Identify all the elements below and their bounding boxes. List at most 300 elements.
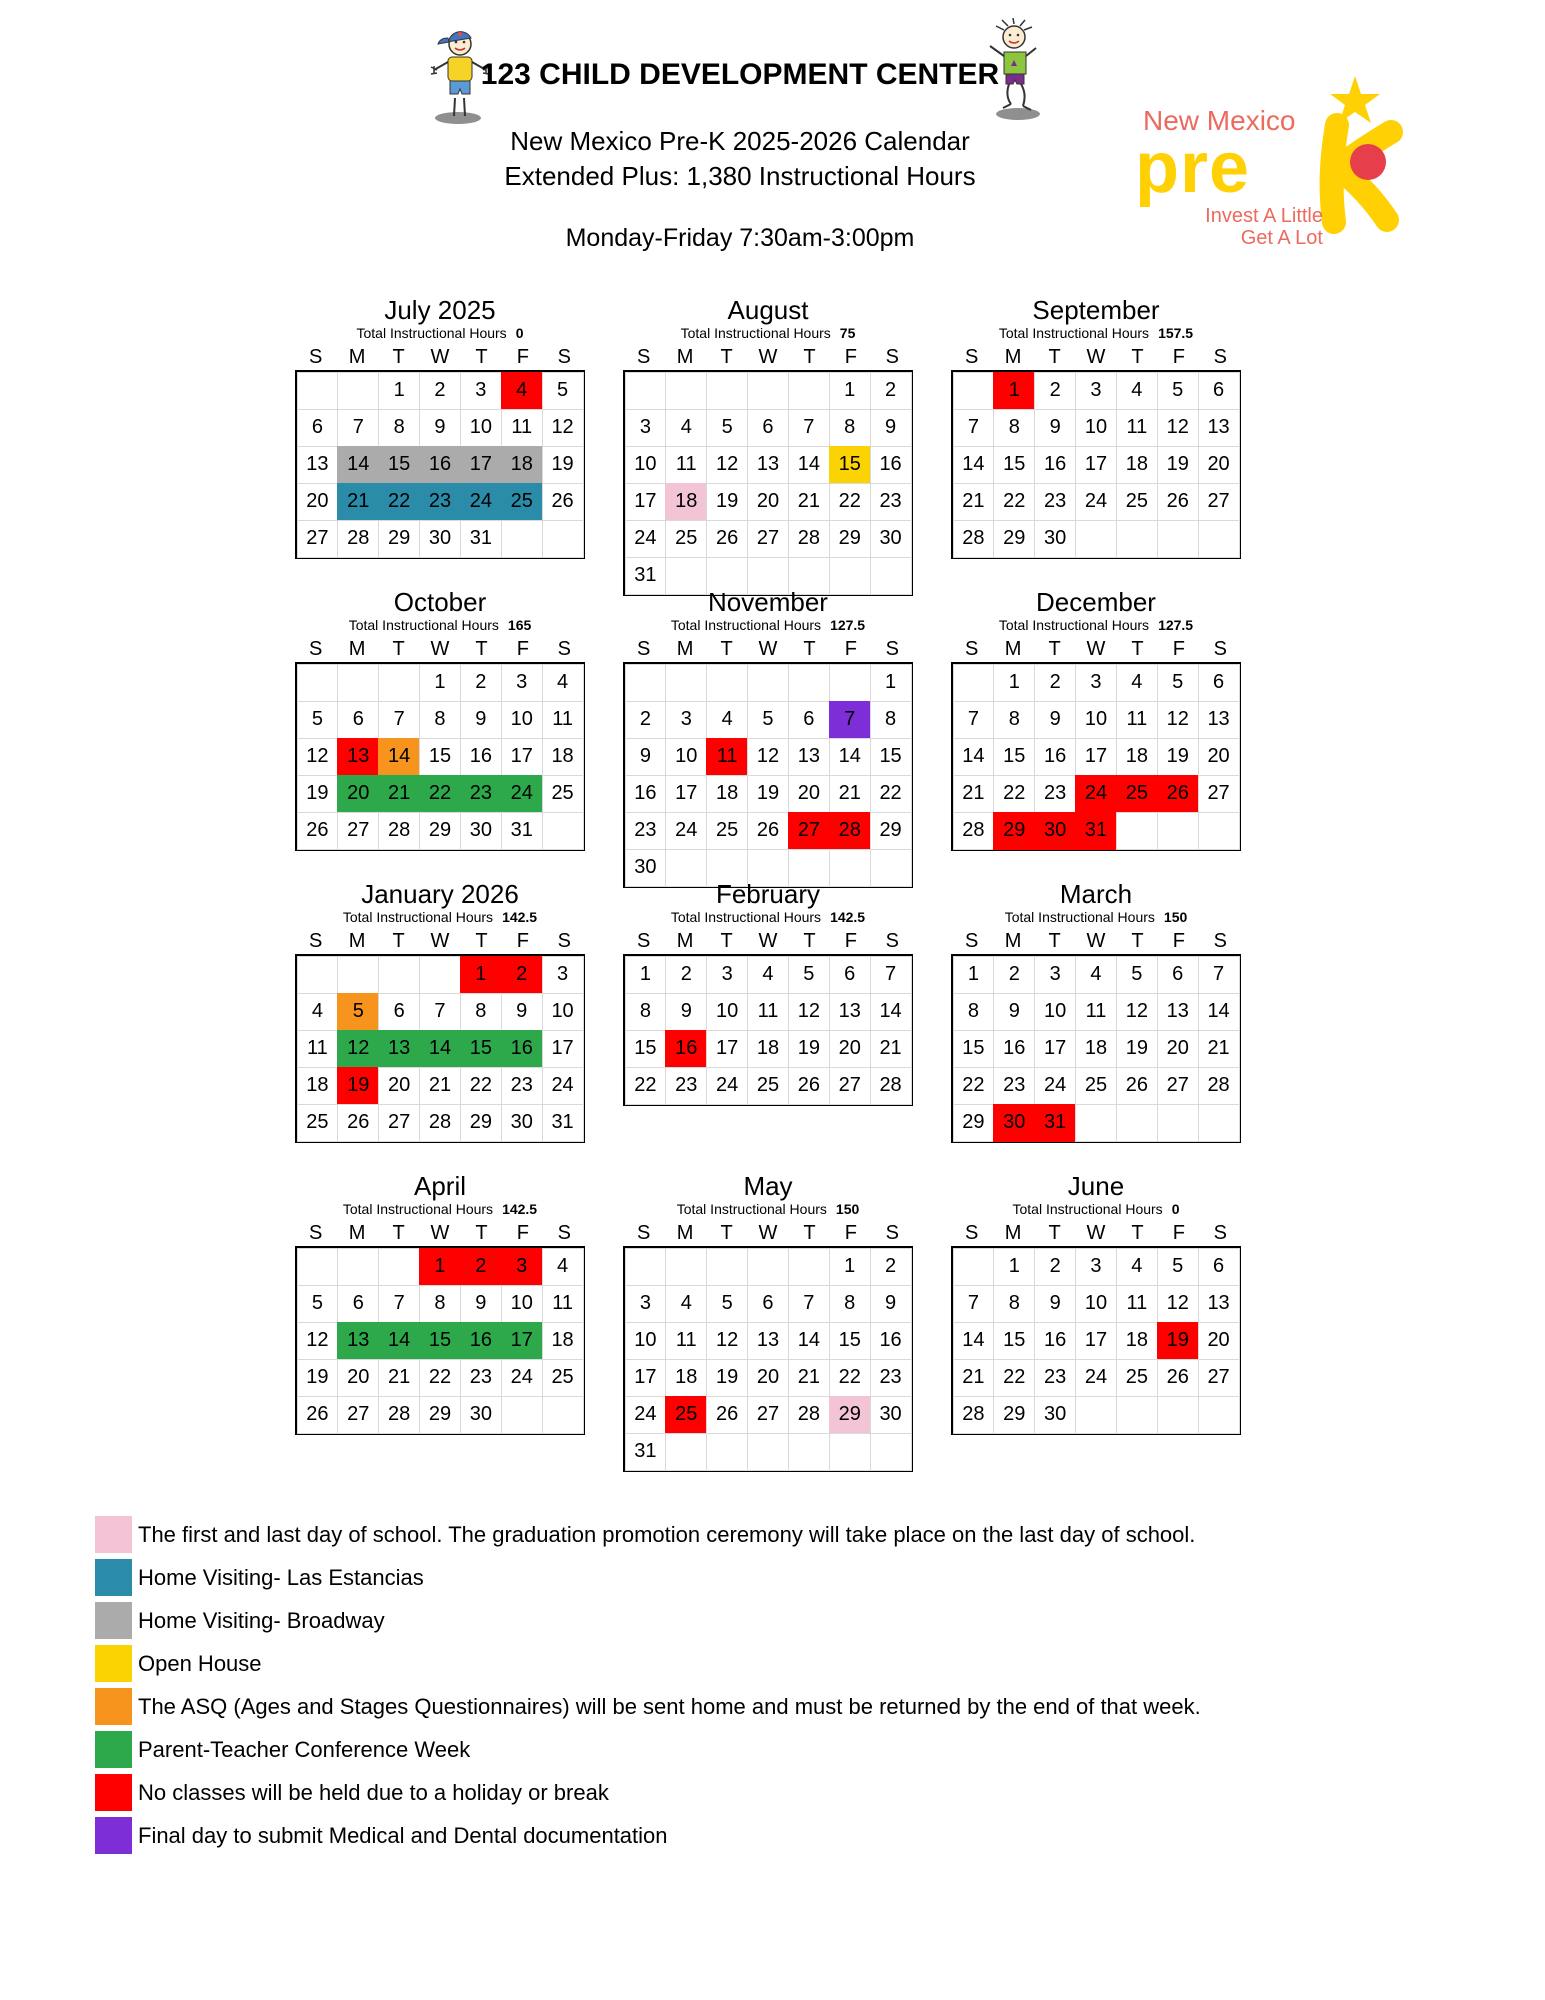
weekday-label: S <box>885 930 899 952</box>
day-cell: 11 <box>665 1322 707 1360</box>
empty-cell <box>665 1433 707 1471</box>
weekday-label: T <box>1048 638 1061 660</box>
day-cell: 14 <box>953 738 995 776</box>
day-cell: 16 <box>460 738 502 776</box>
weekday-label: T <box>720 638 733 660</box>
day-cell: 24 <box>460 483 502 521</box>
day-cell: 24 <box>1075 775 1117 813</box>
empty-cell <box>297 372 339 410</box>
weekday-header <box>623 1220 913 1246</box>
empty-cell <box>665 1248 707 1286</box>
day-cell: 3 <box>1034 956 1076 994</box>
day-cell: 30 <box>1034 812 1076 850</box>
day-cell: 15 <box>625 1030 667 1068</box>
weekday-header <box>951 636 1241 662</box>
weekday-header <box>623 928 913 954</box>
weekday-label: W <box>1086 1222 1106 1244</box>
weekday-label: W <box>758 930 778 952</box>
weekday-label: M <box>348 930 366 952</box>
day-cell: 19 <box>1157 446 1199 484</box>
weekday-label: T <box>1048 1222 1061 1244</box>
day-cell: 5 <box>1116 956 1158 994</box>
day-cell: 26 <box>1157 775 1199 813</box>
day-cell: 19 <box>788 1030 830 1068</box>
hours-subtitle: Extended Plus: 1,380 Instructional Hours <box>504 161 976 191</box>
day-cell: 20 <box>297 483 339 521</box>
legend-label: Open House <box>138 1650 262 1676</box>
legend-row <box>95 1688 1201 1725</box>
day-cell: 29 <box>993 1396 1035 1434</box>
day-cell: 14 <box>1198 993 1240 1031</box>
day-cell: 27 <box>1198 483 1240 521</box>
day-cell: 27 <box>747 1396 789 1434</box>
day-cell: 21 <box>829 775 871 813</box>
day-cell: 25 <box>1075 1067 1117 1105</box>
day-cell: 17 <box>1034 1030 1076 1068</box>
day-cell: 15 <box>378 446 420 484</box>
day-cell: 16 <box>1034 738 1076 776</box>
empty-cell <box>788 1248 830 1286</box>
day-cell: 4 <box>665 1285 707 1323</box>
day-cell: 16 <box>1034 1322 1076 1360</box>
month-grid <box>295 370 585 559</box>
legend-label: The ASQ (Ages and Stages Questionnaires) will be sent home and must be returned by the end of that week. <box>138 1693 1201 1719</box>
empty-cell <box>829 1433 871 1471</box>
month-title: August <box>727 295 809 325</box>
day-cell: 26 <box>747 812 789 850</box>
day-cell: 20 <box>337 1359 379 1397</box>
empty-cell <box>1075 1396 1117 1434</box>
day-cell: 10 <box>706 993 748 1031</box>
day-cell: 11 <box>706 738 748 776</box>
day-cell: 5 <box>542 372 584 410</box>
day-cell: 10 <box>1075 409 1117 447</box>
weekday-label: T <box>720 930 733 952</box>
weekday-label: W <box>758 346 778 368</box>
day-cell: 13 <box>747 446 789 484</box>
day-cell: 2 <box>460 664 502 702</box>
day-cell: 1 <box>378 372 420 410</box>
day-cell: 27 <box>378 1104 420 1142</box>
day-cell: 27 <box>829 1067 871 1105</box>
empty-cell <box>337 1248 379 1286</box>
month-title: February <box>715 879 821 909</box>
day-cell: 3 <box>665 701 707 739</box>
day-cell: 9 <box>501 993 543 1031</box>
hours-value: 142.5 <box>502 909 538 925</box>
day-cell: 13 <box>829 993 871 1031</box>
weekday-label: T <box>803 638 816 660</box>
hours-label: Total Instructional Hours <box>998 617 1150 633</box>
day-cell: 5 <box>1157 1248 1199 1286</box>
month-hours <box>295 909 585 925</box>
day-cell: 13 <box>1198 701 1240 739</box>
day-cell: 2 <box>870 1248 912 1286</box>
month-calendar <box>295 1171 585 1463</box>
day-cell: 7 <box>378 1285 420 1323</box>
logo-region-text: New Mexico <box>1143 105 1296 136</box>
day-cell: 27 <box>1198 1359 1240 1397</box>
day-cell: 22 <box>993 775 1035 813</box>
weekday-label: S <box>965 930 979 952</box>
day-cell: 18 <box>297 1067 339 1105</box>
month-title: March <box>1059 879 1133 909</box>
weekday-header <box>951 1220 1241 1246</box>
weekday-label: F <box>516 1222 529 1244</box>
day-cell: 17 <box>501 1322 543 1360</box>
weekday-label: T <box>475 930 488 952</box>
day-cell: 20 <box>1198 1322 1240 1360</box>
weekday-label: F <box>844 346 857 368</box>
day-cell: 17 <box>460 446 502 484</box>
day-cell: 6 <box>337 1285 379 1323</box>
weekday-label: T <box>720 346 733 368</box>
day-cell: 19 <box>706 483 748 521</box>
day-cell: 18 <box>1075 1030 1117 1068</box>
day-cell: 27 <box>297 520 339 558</box>
weekday-label: M <box>676 930 694 952</box>
day-cell: 10 <box>625 1322 667 1360</box>
day-cell: 18 <box>542 738 584 776</box>
day-cell: 3 <box>501 1248 543 1286</box>
hours-value: 75 <box>839 325 856 341</box>
day-cell: 23 <box>665 1067 707 1105</box>
day-cell: 28 <box>953 1396 995 1434</box>
weekday-label: M <box>348 346 366 368</box>
day-cell: 7 <box>829 701 871 739</box>
day-cell: 15 <box>993 1322 1035 1360</box>
weekday-label: F <box>1172 346 1185 368</box>
day-cell: 11 <box>501 409 543 447</box>
day-cell: 9 <box>460 701 502 739</box>
day-cell: 11 <box>747 993 789 1031</box>
day-cell: 6 <box>1198 1248 1240 1286</box>
svg-text:pre: pre <box>1135 128 1251 208</box>
weekday-label: S <box>557 930 571 952</box>
day-cell: 1 <box>953 956 995 994</box>
month-calendar <box>951 295 1241 587</box>
day-cell: 24 <box>706 1067 748 1105</box>
weekday-label: S <box>557 638 571 660</box>
day-cell: 9 <box>870 1285 912 1323</box>
day-cell: 2 <box>625 701 667 739</box>
weekday-label: T <box>1048 346 1061 368</box>
month-hours <box>295 617 585 633</box>
month-grid <box>295 1246 585 1435</box>
day-cell: 3 <box>1075 372 1117 410</box>
day-cell: 20 <box>1198 738 1240 776</box>
day-cell: 23 <box>1034 483 1076 521</box>
empty-cell <box>1198 812 1240 850</box>
legend-label: The first and last day of school. The graduation promotion ceremony will take place on the last day of school. <box>138 1521 1196 1547</box>
weekday-label: S <box>1213 638 1227 660</box>
weekday-header <box>951 928 1241 954</box>
weekday-label: F <box>516 638 529 660</box>
calendar-subtitle: New Mexico Pre-K 2025-2026 Calendar <box>510 126 970 156</box>
day-cell: 28 <box>953 812 995 850</box>
day-cell: 24 <box>665 812 707 850</box>
day-cell: 15 <box>460 1030 502 1068</box>
legend-row <box>95 1602 1201 1639</box>
day-cell: 23 <box>460 1359 502 1397</box>
empty-cell <box>1157 1396 1199 1434</box>
day-cell: 28 <box>788 1396 830 1434</box>
month-calendar <box>951 587 1241 879</box>
day-cell: 4 <box>1075 956 1117 994</box>
day-cell: 14 <box>337 446 379 484</box>
month-hours <box>295 325 585 341</box>
empty-cell <box>378 664 420 702</box>
day-cell: 4 <box>297 993 339 1031</box>
weekday-header <box>295 928 585 954</box>
day-cell: 11 <box>1116 409 1158 447</box>
day-cell: 1 <box>829 1248 871 1286</box>
day-cell: 20 <box>1198 446 1240 484</box>
day-cell: 15 <box>419 1322 461 1360</box>
day-cell: 20 <box>788 775 830 813</box>
weekday-label: T <box>392 930 405 952</box>
day-cell: 19 <box>297 1359 339 1397</box>
day-cell: 10 <box>625 446 667 484</box>
day-cell: 10 <box>501 701 543 739</box>
day-cell: 16 <box>460 1322 502 1360</box>
day-cell: 6 <box>829 956 871 994</box>
day-cell: 4 <box>747 956 789 994</box>
day-cell: 25 <box>542 775 584 813</box>
weekday-label: T <box>1048 930 1061 952</box>
day-cell: 12 <box>706 446 748 484</box>
day-cell: 22 <box>993 1359 1035 1397</box>
legend-color-swatch <box>95 1731 132 1768</box>
day-cell: 16 <box>870 1322 912 1360</box>
day-cell: 17 <box>706 1030 748 1068</box>
month-title: January 2026 <box>361 879 519 909</box>
empty-cell <box>1075 520 1117 558</box>
day-cell: 22 <box>419 775 461 813</box>
day-cell: 26 <box>706 1396 748 1434</box>
weekday-label: S <box>637 346 651 368</box>
day-cell: 23 <box>1034 1359 1076 1397</box>
day-cell: 31 <box>625 557 667 595</box>
month-grid <box>623 954 913 1106</box>
month-hours <box>951 909 1241 925</box>
day-cell: 23 <box>870 483 912 521</box>
day-cell: 30 <box>1034 1396 1076 1434</box>
legend-color-swatch <box>95 1645 132 1682</box>
day-cell: 19 <box>1157 1322 1199 1360</box>
months-grid <box>295 295 1241 1463</box>
month-title: July 2025 <box>384 295 496 325</box>
hours-label: Total Instructional Hours <box>670 909 822 925</box>
month-title: December <box>1036 587 1156 617</box>
day-cell: 30 <box>501 1104 543 1142</box>
weekday-label: F <box>1172 638 1185 660</box>
empty-cell <box>829 664 871 702</box>
day-cell: 23 <box>1034 775 1076 813</box>
legend-label: Parent-Teacher Conference Week <box>138 1736 471 1762</box>
empty-cell <box>1116 812 1158 850</box>
weekday-label: F <box>844 638 857 660</box>
empty-cell <box>706 372 748 410</box>
day-cell: 10 <box>1075 701 1117 739</box>
weekday-label: T <box>392 638 405 660</box>
day-cell: 15 <box>993 446 1035 484</box>
empty-cell <box>1116 1104 1158 1142</box>
day-cell: 11 <box>542 701 584 739</box>
legend-color-swatch <box>95 1817 132 1854</box>
hours-label: Total Instructional Hours <box>670 617 822 633</box>
weekday-label: T <box>475 346 488 368</box>
day-cell: 13 <box>337 1322 379 1360</box>
legend-label: Final day to submit Medical and Dental documentation <box>138 1822 668 1848</box>
empty-cell <box>1157 520 1199 558</box>
day-cell: 9 <box>665 993 707 1031</box>
day-cell: 25 <box>747 1067 789 1105</box>
day-cell: 31 <box>501 812 543 850</box>
empty-cell <box>378 1248 420 1286</box>
day-cell: 28 <box>378 812 420 850</box>
weekday-header <box>623 344 913 370</box>
empty-cell <box>747 372 789 410</box>
month-calendar <box>295 879 585 1171</box>
day-cell: 13 <box>1198 1285 1240 1323</box>
empty-cell <box>378 956 420 994</box>
day-cell: 5 <box>297 1285 339 1323</box>
hours-value: 142.5 <box>502 1201 538 1217</box>
day-cell: 14 <box>788 446 830 484</box>
weekday-label: W <box>430 1222 450 1244</box>
day-cell: 26 <box>337 1104 379 1142</box>
empty-cell <box>625 372 667 410</box>
day-cell: 31 <box>1075 812 1117 850</box>
weekday-label: W <box>430 638 450 660</box>
day-cell: 4 <box>501 372 543 410</box>
day-cell: 1 <box>829 372 871 410</box>
day-cell: 30 <box>870 520 912 558</box>
day-cell: 9 <box>1034 409 1076 447</box>
day-cell: 23 <box>993 1067 1035 1105</box>
weekday-label: S <box>885 346 899 368</box>
day-cell: 28 <box>829 812 871 850</box>
weekday-label: F <box>1172 930 1185 952</box>
weekday-header <box>295 1220 585 1246</box>
empty-cell <box>665 664 707 702</box>
weekday-label: T <box>392 346 405 368</box>
day-cell: 20 <box>337 775 379 813</box>
day-cell: 19 <box>1116 1030 1158 1068</box>
day-cell: 1 <box>993 1248 1035 1286</box>
day-cell: 25 <box>1116 1359 1158 1397</box>
weekday-label: M <box>1004 1222 1022 1244</box>
day-cell: 7 <box>788 1285 830 1323</box>
month-grid <box>951 1246 1241 1435</box>
weekday-label: W <box>430 930 450 952</box>
day-cell: 25 <box>297 1104 339 1142</box>
month-hours <box>295 1201 585 1217</box>
day-cell: 20 <box>747 483 789 521</box>
day-cell: 21 <box>378 1359 420 1397</box>
day-cell: 26 <box>1157 483 1199 521</box>
empty-cell <box>1198 520 1240 558</box>
day-cell: 8 <box>419 1285 461 1323</box>
svg-text:Get A Lot: Get A Lot <box>1240 227 1323 249</box>
day-cell: 25 <box>1116 775 1158 813</box>
day-cell: 29 <box>993 520 1035 558</box>
month-hours <box>623 325 913 341</box>
day-cell: 25 <box>706 812 748 850</box>
day-cell: 14 <box>870 993 912 1031</box>
empty-cell <box>747 1248 789 1286</box>
weekday-label: S <box>965 346 979 368</box>
empty-cell <box>542 812 584 850</box>
weekday-label: S <box>1213 930 1227 952</box>
empty-cell <box>297 956 339 994</box>
day-cell: 5 <box>297 701 339 739</box>
empty-cell <box>870 1433 912 1471</box>
day-cell: 12 <box>706 1322 748 1360</box>
weekday-label: W <box>1086 346 1106 368</box>
day-cell: 21 <box>788 483 830 521</box>
day-cell: 24 <box>501 775 543 813</box>
day-cell: 7 <box>870 956 912 994</box>
hours-label: Total Instructional Hours <box>1012 1201 1163 1217</box>
day-cell: 25 <box>501 483 543 521</box>
hours-label: Total Instructional Hours <box>348 617 499 633</box>
day-cell: 22 <box>953 1067 995 1105</box>
empty-cell <box>788 372 830 410</box>
day-cell: 29 <box>419 812 461 850</box>
weekday-label: M <box>676 638 694 660</box>
day-cell: 28 <box>378 1396 420 1434</box>
day-cell: 26 <box>297 812 339 850</box>
day-cell: 16 <box>665 1030 707 1068</box>
day-cell: 19 <box>542 446 584 484</box>
day-cell: 25 <box>665 1396 707 1434</box>
logo-k-figure <box>1330 76 1391 222</box>
day-cell: 1 <box>993 664 1035 702</box>
empty-cell <box>706 1248 748 1286</box>
day-cell: 13 <box>788 738 830 776</box>
day-cell: 12 <box>337 1030 379 1068</box>
day-cell: 13 <box>1157 993 1199 1031</box>
empty-cell <box>706 664 748 702</box>
weekday-label: S <box>309 346 323 368</box>
day-cell: 21 <box>870 1030 912 1068</box>
day-cell: 29 <box>829 520 871 558</box>
empty-cell <box>625 664 667 702</box>
hours-value: 127.5 <box>830 617 866 633</box>
weekday-header <box>295 344 585 370</box>
empty-cell <box>953 372 995 410</box>
day-cell: 23 <box>870 1359 912 1397</box>
month-calendar <box>951 1171 1241 1463</box>
day-cell: 24 <box>1034 1067 1076 1105</box>
day-cell: 27 <box>1157 1067 1199 1105</box>
day-cell: 26 <box>1116 1067 1158 1105</box>
day-cell: 16 <box>1034 446 1076 484</box>
day-cell: 8 <box>419 701 461 739</box>
day-cell: 5 <box>1157 664 1199 702</box>
day-cell: 17 <box>542 1030 584 1068</box>
day-cell: 6 <box>747 409 789 447</box>
day-cell: 29 <box>419 1396 461 1434</box>
day-cell: 12 <box>1157 1285 1199 1323</box>
day-cell: 12 <box>542 409 584 447</box>
empty-cell <box>419 956 461 994</box>
day-cell: 4 <box>1116 372 1158 410</box>
weekday-label: S <box>557 346 571 368</box>
day-cell: 3 <box>460 372 502 410</box>
